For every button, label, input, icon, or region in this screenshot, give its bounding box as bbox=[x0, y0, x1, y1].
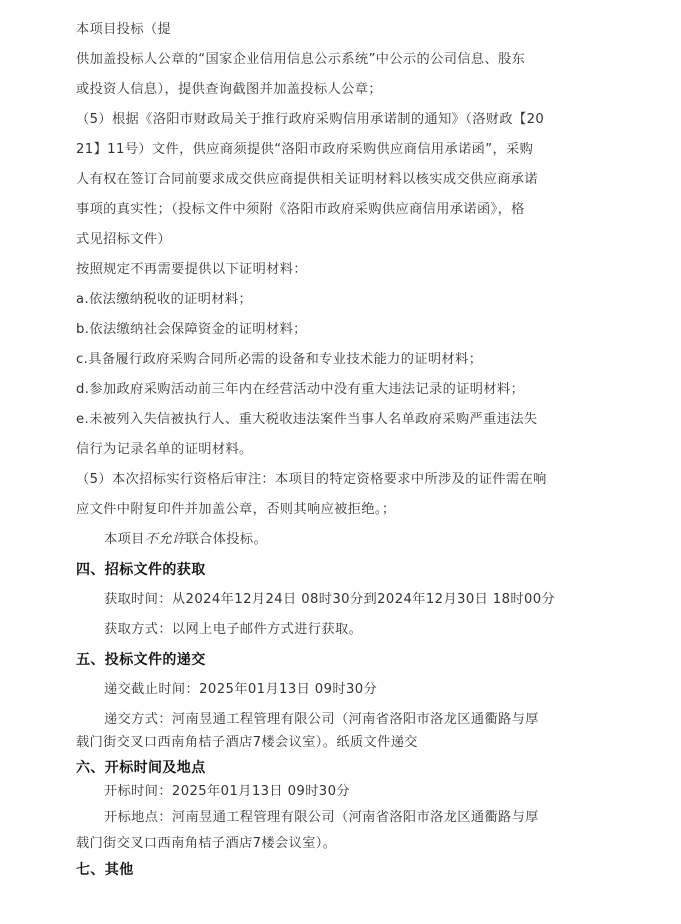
list-item-c: c.具备履行政府采购合同所必需的设备和专业技术能力的证明材料； bbox=[76, 352, 483, 367]
text-line: 人有权在签订合同前要求成交供应商提供相关证明材料以核实成交供应商承诺 bbox=[76, 172, 538, 187]
text-line: 应文件中附复印件并加盖公章，否则其响应被拒绝。； bbox=[76, 502, 396, 517]
text-line: 式见招标文件） bbox=[76, 232, 172, 247]
text-line: 21】11号）文件，供应商须提供“洛阳市政府采购供应商信用承诺函”，采购 bbox=[76, 142, 534, 157]
text-line: 开标时间：2025年01月13日 09时30分 bbox=[104, 784, 350, 799]
text-line: （5）根据《洛阳市财政局关于推行政府采购信用承诺制的通知》（洛财政【20 bbox=[76, 112, 545, 127]
text-line: 本项目投标（提 bbox=[76, 22, 172, 37]
list-item-e: e.未被列入失信被执行人、重大税收违法案件当事人名单政府采购严重违法失 bbox=[76, 412, 538, 427]
text-line: 按照规定不再需要提供以下证明材料： bbox=[76, 262, 307, 277]
section-heading: 四、招标文件的获取 bbox=[76, 562, 206, 578]
text-line: 载门街交叉口西南角桔子酒店7楼会议室）。 bbox=[76, 836, 337, 851]
list-item-d: d.参加政府采购活动前三年内在经营活动中没有重大违法记录的证明材料； bbox=[76, 382, 525, 397]
section-heading: 七、其他 bbox=[76, 862, 134, 878]
consortium-note-post: 联合体投标。 bbox=[185, 532, 268, 547]
list-item-b: b.依法缴纳社会保障资金的证明材料； bbox=[76, 322, 307, 337]
text-line: 信行为记录名单的证明材料。 bbox=[76, 442, 253, 457]
text-line: （5）本次招标实行资格后审注：本项目的特定资格要求中所涉及的证件需在响 bbox=[76, 472, 547, 487]
text-line: 开标地点：河南昱通工程管理有限公司（河南省洛阳市洛龙区通衢路与厚 bbox=[104, 810, 539, 825]
text-line: 载门街交叉口西南角桔子酒店7楼会议室）。纸质文件递交 bbox=[76, 735, 418, 750]
consortium-note bbox=[104, 530, 267, 550]
section-heading: 五、投标文件的递交 bbox=[76, 652, 206, 668]
text-line: 获取时间：从2024年12月24日 08时30分到2024年12月30日 18时00分 bbox=[104, 592, 556, 607]
section-heading: 六、开标时间及地点 bbox=[76, 760, 206, 776]
consortium-note-emphasis: 不允许 bbox=[144, 532, 186, 547]
text-line: 或投资人信息），提供查询截图并加盖投标人公章； bbox=[76, 82, 382, 97]
text-line: 递交截止时间：2025年01月13日 09时30分 bbox=[104, 682, 378, 697]
text-line: 递交方式：河南昱通工程管理有限公司（河南省洛阳市洛龙区通衢路与厚 bbox=[104, 712, 539, 727]
text-line: 供加盖投标人公章的“国家企业信用信息公示系统”中公示的公司信息、股东 bbox=[76, 52, 526, 67]
list-item-a: a.依法缴纳税收的证明材料； bbox=[76, 292, 253, 307]
text-line: 获取方式：以网上电子邮件方式进行获取。 bbox=[104, 622, 363, 637]
text-line: 事项的真实性；（投标文件中须附《洛阳市政府采购供应商信用承诺函》，格 bbox=[76, 202, 525, 217]
consortium-note-pre: 本项目 bbox=[104, 532, 145, 547]
